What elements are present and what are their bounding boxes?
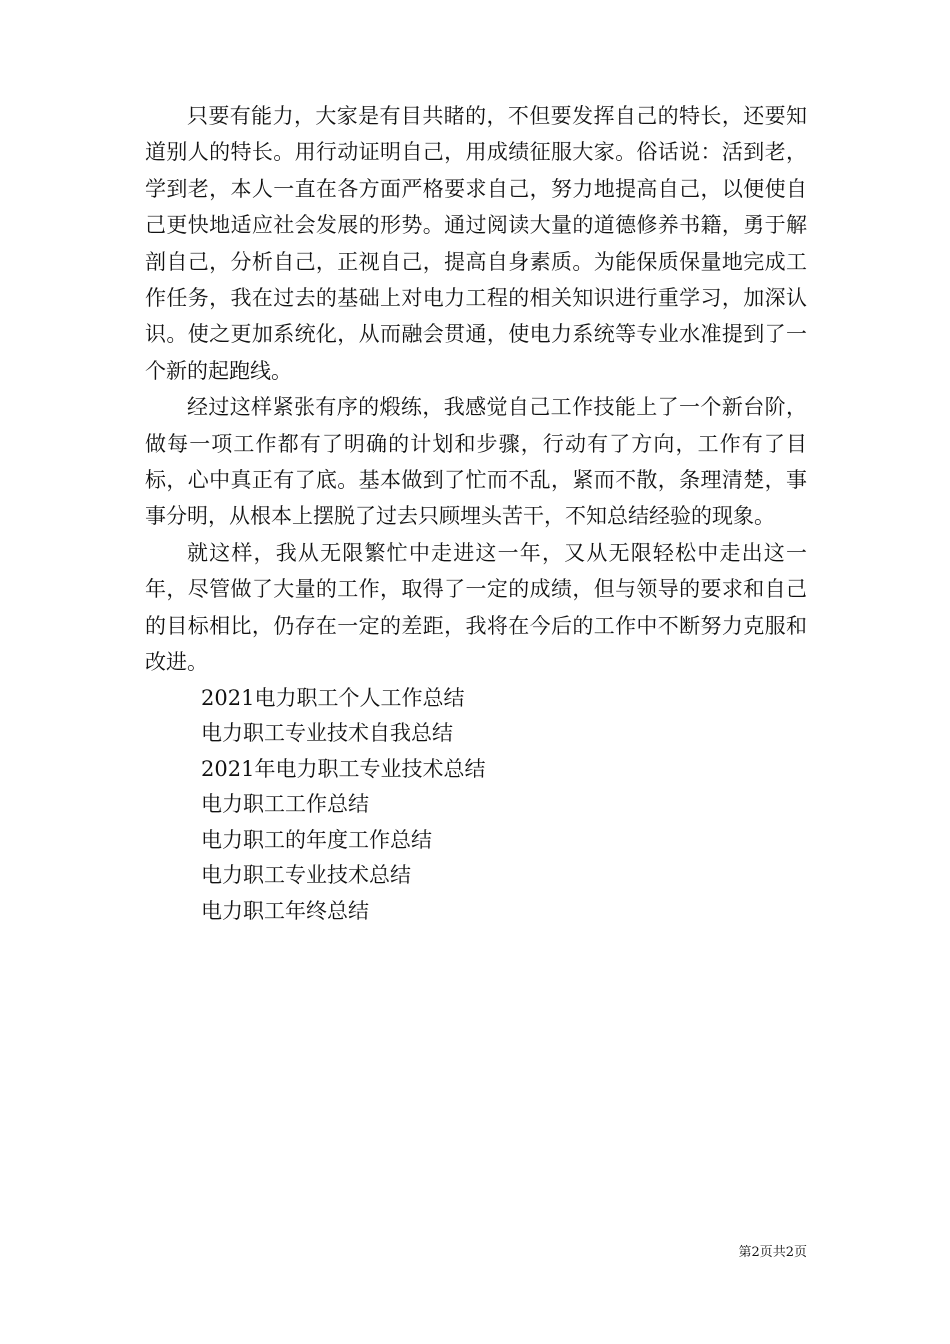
related-title-item: 2021电力职工个人工作总结	[201, 685, 465, 710]
related-title-item: 电力职工的年度工作总结	[201, 827, 432, 852]
related-title-item: 电力职工专业技术自我总结	[201, 721, 453, 746]
body-paragraph-1: 只要有能力，大家是有目共睹的，不但要发挥自己的特长，还要知道别人的特长。用行动证明自己，用成绩征服大家。俗话说：活到老，学到老，本人一直在各方面严格要求自己，努力地提高自己，以便使自己更快地适应社会发展的形势。通过阅读大量的道德修养书籍，勇于解剖自己，分析自己，正视自己，提高自身素质。为能保质保量地完成工作任务，我在过去的基础上对电力工程的相关知识进行重学习，加深认识。使之更加系统化，从而融会贯通，使电力系统等专业水准提到了一个新的起跑线。	[145, 104, 807, 383]
related-title-item: 电力职工工作总结	[201, 792, 369, 817]
related-title-item: 2021年电力职工专业技术总结	[201, 756, 486, 781]
related-titles-list	[145, 681, 807, 930]
related-title-item: 电力职工年终总结	[201, 899, 369, 924]
body-paragraph-3: 就这样，我从无限繁忙中走进这一年，又从无限轻松中走出这一年，尽管做了大量的工作，取得了一定的成绩，但与领导的要求和自己的目标相比，仍存在一定的差距，我将在今后的工作中不断努力克服和改进。	[145, 540, 807, 675]
body-paragraph-2: 经过这样紧张有序的煅练，我感觉自己工作技能上了一个新台阶，做每一项工作都有了明确的计划和步骤，行动有了方向，工作有了目标，心中真正有了底。基本做到了忙而不乱，紧而不散，条理清楚，事事分明，从根本上摆脱了过去只顾埋头苦干，不知总结经验的现象。	[145, 395, 807, 529]
related-title-item: 电力职工专业技术总结	[201, 863, 411, 888]
page-number-footer: 第2页共2页	[738, 1245, 807, 1260]
document-body	[145, 98, 807, 930]
